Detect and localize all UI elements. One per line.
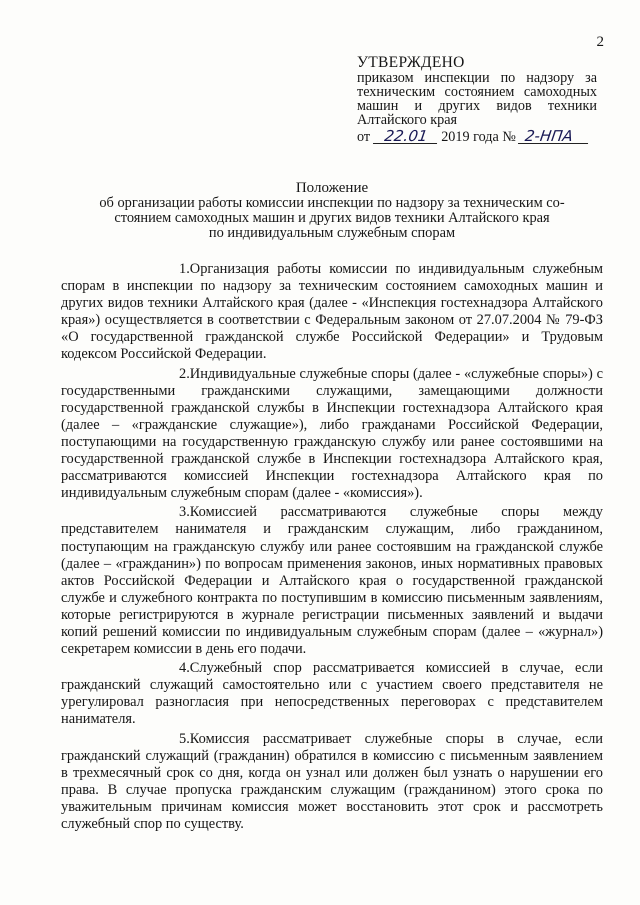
paragraph-3 bbox=[61, 504, 603, 658]
approval-heading: УТВЕРЖДЕНО bbox=[357, 54, 465, 71]
paragraph-1 bbox=[61, 261, 603, 364]
approval-date-line bbox=[357, 129, 597, 144]
title-line-3: по индивидуальным служебным спорам bbox=[208, 225, 456, 241]
page-number: 2 bbox=[596, 34, 604, 50]
paragraph-text: Комиссия рассматривает служебные споры в случае, если гражданский служащий (гражданин) обратился в комиссию с письменным заявлением в трехмесячный срок со дня, когда он узнал или должен был узнать о нарушении его права. В случае пропуска гражданским служащим (гражданином) этого срока по уважительным причинам комиссия может восстановить этот срок и рассмотреть служебный спор по существу. bbox=[61, 730, 603, 832]
document-body bbox=[61, 261, 603, 835]
title-line-2: стоянием самоходных машин и других видов техники Алтайского края bbox=[114, 210, 550, 226]
paragraph-number: 3. bbox=[179, 504, 190, 521]
paragraph-text: Индивидуальные служебные споры (далее - «служебные споры») с государственными гражданскими служащими, замещающими должности государственной гражданской службы в Инспекции гостехнадзора Алтайского края (далее – «гражданские служащие»), либо гражданами Российской Федерации, поступающими на государственную гражданскую службу или ранее состоявшими на государственной гражданской службе в Инспекции гостехнадзора Алтайского края, рассматриваются комиссией Инспекции гостехнадзора Алтайского края по индивидуальным служебным спорам (далее - «комиссия»). bbox=[61, 365, 603, 502]
paragraph-number: 1. bbox=[179, 261, 190, 277]
title-word: Положение bbox=[295, 180, 369, 196]
approval-order-text: приказом инспекции по надзору за техническим состоянием самоходных машин и других видов техники Алтайского края bbox=[357, 70, 597, 128]
handwritten-date: 22.01 bbox=[373, 129, 439, 144]
handwritten-order-number: 2-НПА bbox=[518, 129, 590, 144]
paragraph-number: 2. bbox=[179, 365, 190, 382]
title-line-1: об организации работы комиссии инспекции по надзору за техническим со- bbox=[99, 195, 565, 211]
paragraph-number: 5. bbox=[179, 730, 190, 747]
paragraph-text: Комиссией рассматриваются служебные споры между представителем нанимателя и гражданским служащим, либо гражданином, поступающим на гражданскую службу или ранее состоявшим на гражданской службе (далее – «гражданин») по вопросам применения законов, иных нормативных правовых актов Российской Федерации и Алтайского края о государственной гражданской службе и служебного контракта по поступившим в комиссию письменным заявлениям, которые регистрируются в журнале регистрации письменных заявлений и выдачи копий решений комиссии по индивидуальным служебным спорам (далее – «журнал») секретарем комиссии в день его подачи. bbox=[61, 504, 603, 658]
paragraph-5 bbox=[61, 731, 603, 834]
document-title bbox=[62, 181, 602, 241]
approval-stamp-block bbox=[357, 56, 597, 144]
paragraph-4 bbox=[61, 660, 603, 728]
paragraph-2 bbox=[61, 366, 603, 503]
paragraph-number: 4. bbox=[179, 660, 190, 677]
paragraph-text: Служебный спор рассматривается комиссией в случае, если гражданский служащий самостоятельно или с участием своего представителя не урегулировал разногласия при непосредственных переговорах с представителем нанимателя. bbox=[61, 660, 603, 728]
paragraph-text: Организация работы комиссии по индивидуальным служебным спорам в инспекции по надзору за техническим состоянием самоходных машин и других видов техники Алтайского края (далее - «Инспекция гостехнадзора Алтайского края») осуществляется в соответствии с Федеральным законом от 27.07.2004 № 79-ФЗ «О государственной гражданской службе Российской Федерации» и Трудовым кодексом Российской Федерации. bbox=[61, 261, 603, 363]
date-prefix: от bbox=[357, 129, 371, 145]
year-text: 2019 года № bbox=[441, 129, 516, 145]
